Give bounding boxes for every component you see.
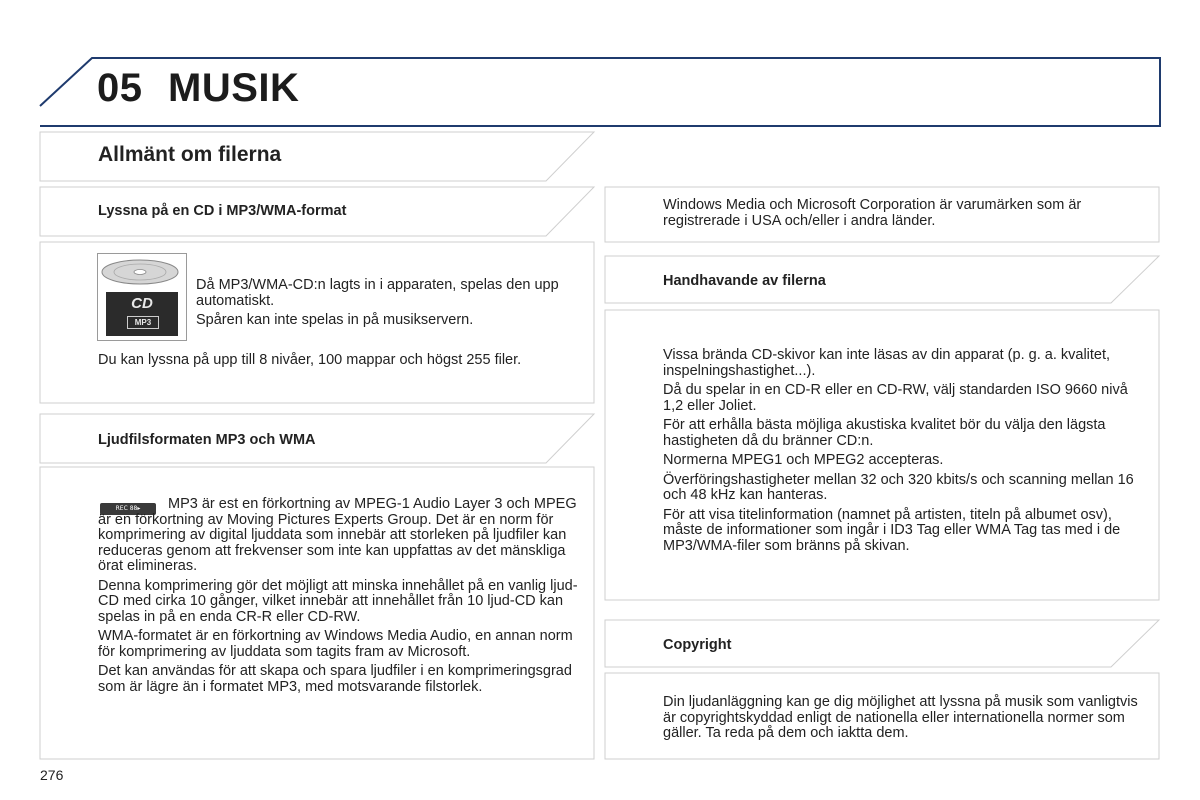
rec-display-icon: REC 88▸ [100, 503, 156, 515]
cd-mp3-badge [106, 292, 178, 336]
section-title: Allmänt om filerna [98, 143, 282, 166]
disc-icon [98, 254, 186, 288]
handling-paragraph: Vissa brända CD-skivor kan inte läsas av din apparat (p. g. a. kvalitet, inspelningshastighet...). [663, 347, 1111, 379]
formats-paragraph: MP3 är est en förkortning av MPEG-1 Audio Layer 3 och MPEG är en förkortning av Moving Pictures Experts Group. Det är en norm för komprimering av digital ljuddata som innebär att storleken på ljudfiler kan reduceras genom att frekvenser som inte kan uppfattas av det mänskliga örat elimineras. [98, 496, 577, 574]
formats-paragraph: Denna komprimering gör det möjligt att minska innehållet på en vanlig ljud-CD med cirka 10 gånger, vilket innebär att innehållet från 10 ljud-CD kan spelas in på en enda CR-R eller CD-RW. [98, 577, 578, 625]
formats-paragraph: Det kan användas för att skapa och spara ljudfiler i en komprimeringsgrad som är lägre än i formatet MP3, med motsvarande filstorlek. [98, 663, 572, 695]
trademark-text: Windows Media och Microsoft Corporation är varumärken som är registrerade i USA och/eller i andra länder. [663, 197, 1082, 229]
formats-heading: Ljudfilsformaten MP3 och WMA [98, 432, 316, 448]
cd-mp3-icon [97, 253, 187, 341]
copyright-heading: Copyright [663, 637, 732, 653]
copyright-text: Din ljudanläggning kan ge dig möjlighet att lyssna på musik som vanligtvis är copyrightskyddad enligt de nationella eller internationella normer som gäller. Ta reda på dem och iaktta dem. [663, 694, 1138, 741]
page-number: 276 [40, 767, 64, 783]
handling-paragraph: Då du spelar in en CD-R eller en CD-RW, välj standarden ISO 9660 nivå 1,2 eller Joliet. [663, 382, 1128, 414]
mp3-label: MP3 [127, 316, 159, 329]
handling-paragraph: För att visa titelinformation (namnet på artisten, titeln på albumet osv), måste de informationer som ingår i ID3 Tag eller WMA Tag tas med i de MP3/WMA-filer som bränns på skivan. [663, 506, 1121, 554]
cd-label: CD [131, 295, 153, 312]
handling-text [663, 348, 1151, 558]
handling-paragraph: Överföringshastigheter mellan 32 och 320 kbits/s och scanning mellan 16 och 48 kHz kan hanteras. [663, 471, 1134, 503]
cd-note: Du kan lyssna på upp till 8 nivåer, 100 mappar och högst 255 filer. [98, 352, 522, 368]
cd-side-paragraph: Spåren kan inte spelas in på musikservern. [196, 312, 474, 328]
formats-paragraph: WMA-formatet är en förkortning av Windows Media Audio, en annan norm för komprimering av ljuddata som tagits fram av Microsoft. [98, 628, 573, 660]
cd-side-paragraph: Då MP3/WMA-CD:n lagts in i apparaten, spelas den upp automatiskt. [196, 277, 559, 309]
chapter-number: 05 [97, 66, 143, 110]
handling-heading: Handhavande av filerna [663, 273, 826, 289]
formats-text [98, 497, 588, 699]
cd-heading: Lyssna på en CD i MP3/WMA-format [98, 203, 347, 219]
handling-paragraph: Normerna MPEG1 och MPEG2 accepteras. [663, 452, 944, 468]
handling-paragraph: För att erhålla bästa möjliga akustiska kvalitet bör du välja den lägsta hastigheten då du bränner CD:n. [663, 417, 1106, 449]
cd-side-text [196, 278, 581, 333]
chapter-title: MUSIK [168, 66, 300, 110]
